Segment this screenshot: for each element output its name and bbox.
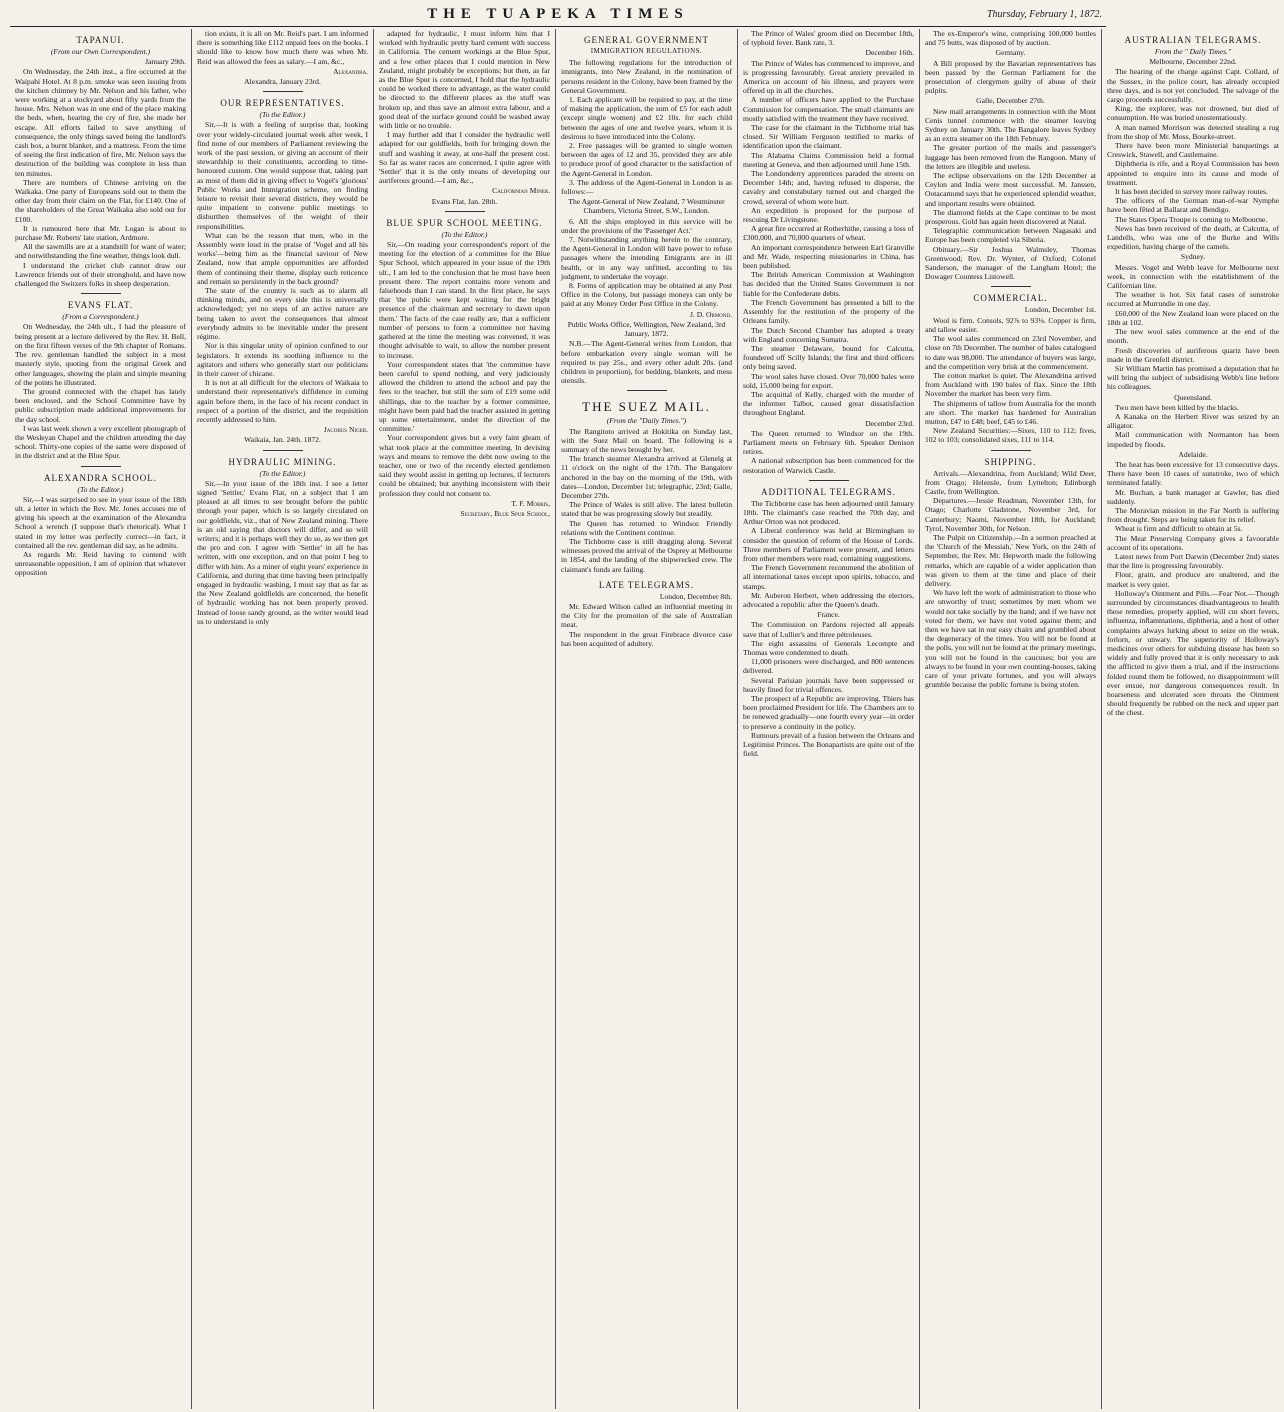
dateline: December 16th. — [865, 48, 914, 58]
paragraph: Latest news from Port Darwin (December 2nd) states that the line is progressing favourably. — [1107, 551, 1279, 571]
divider — [991, 286, 1031, 287]
paragraph: The Queen returned to Windsor on the 19th. Parliament meets on February 6th. Speaker Denison retires. — [743, 428, 914, 457]
column-7 — [1102, 29, 1284, 1409]
paragraph: An expedition is proposed for the purpose of rescuing Dr Livingstone. — [743, 205, 914, 225]
paragraph: The ground connected with the chapel has lately been enclosed, and the School Committee have by public subscription made additional improvements for the day school. — [15, 386, 186, 424]
byline: (To the Editor.) — [259, 110, 306, 120]
paragraph: We have left the work of administration to those who are unworthy of trust; sometimes by men whom we would not take socially by the hand; and if we have not voted for them, we have not voted against them; and then we have sat in our easy chairs and grumbled about the degeneracy of the times. You will not be found at the polls, you will not be found at the primary meetings, you will not be found in the caucuses; but you are always to be found in your own counting-houses, taking care of your private fortunes, and you will always grumble because the public fortune is being stolen. — [925, 588, 1096, 690]
heading-shipping: SHIPPING. — [984, 456, 1037, 467]
paragraph: The state of the country is such as to alarm all thinking minds, and on every side this is universally acknowledged; yet no steps of an active nature are being taken to avert the consequences that almost everybody admits to be inevitable under the present régime. — [197, 286, 368, 342]
divider — [263, 450, 303, 451]
signature: Californian Miner. — [492, 186, 550, 196]
paragraph: The Prince of Wales has commenced to improve, and is progressing favourably. Great anxiety prevailed in America on account of his illness, and prayers were offered up in all the churches. — [743, 58, 914, 96]
paragraph: What can be the reason that men, who in the Assembly were loud in the praise of 'Vogel and all his works'—being him as the financial saviour of New Zealand, now that ample opportunities are afforded them of continuing their theme, display such reticence and remain so persistently in the back ground? — [197, 230, 368, 286]
paragraph: There are numbers of Chinese arriving on the Waikaka. One party of Europeans sold out to them the other day from their claim on the Flat, for £140. One of the shareholders of the Great Waikaka also sold out for £100. — [15, 177, 186, 224]
paragraph: A Bill proposed by the Bavarian representatives has been passed by the German Parliament for the prosecution of clergymen guilty of abuse of their pulpits. — [925, 58, 1096, 96]
paragraph: The Queen has returned to Windsor. Friendly relations with the Continent continue. — [561, 518, 732, 537]
byline: (To the Editor.) — [77, 484, 124, 494]
heading-tapanui: TAPANUI. — [76, 35, 125, 45]
paragraph: Sir,—In your issue of the 18th inst. I see a letter signed 'Settler,' Evans Flat, on a subject that I am pleased at all times to see brought before the public through your paper, which is so largely circulated on our goldfields, viz., that of New Zealand mining. There is an old saying that doctors will differ, and so will writers; and it is perhaps well they do so, as we then get the pro and con. I agree with 'Settler' in all he has written, with one exception, and on that point I beg to differ with him. As a miner of eight years' experience in California, and during that time having been principally engaged in hydraulic washing, I must say that as far as the New Zealand goldfields are concerned, the benefit of hydraulic working has not been properly proved. Instead of loose sandy ground, as the writer would lead us to understand is only — [197, 478, 368, 626]
paragraph: The diamond fields at the Cape continue to be most prosperous. Gold has again been discovered at Natal. — [925, 207, 1096, 227]
paragraph: I understand the cricket club cannot draw our Lawrence friends out of their stronghold, and have now challenged the Switzers folks in sheep desperation. — [15, 260, 186, 289]
paragraph: The Prince of Wales' groom died on December 18th, of typhoid fever. Bank rate, 3. — [743, 29, 914, 48]
paragraph: Arrivals.—Alexandrina, from Auckland; Wild Deer, from Otago; Helensle, from Lyttelton; Edinburgh Castle, from Wellington. — [925, 468, 1096, 496]
signature: J. D. Ormond. — [689, 309, 732, 319]
paragraph: The heat has been excessive for 13 consecutive days. There have been 10 cases of sunstroke, two of which terminated fatally. — [1107, 459, 1279, 488]
masthead-title: THE TUAPEKA TIMES — [427, 6, 689, 22]
paragraph: The eclipse observations on the 12th December at Ceylon and India were most successful. M. Janssen, Ootacamund says that he experienced splendid weather, and important results were obtained. — [925, 171, 1096, 208]
paragraph: Flour, grain, and produce are unaltered, and the market is very quiet. — [1107, 570, 1279, 589]
subheading-queensland: Queensland. — [1174, 392, 1212, 402]
heading-hydraulic-mining: HYDRAULIC MINING. — [228, 456, 337, 467]
paragraph: The States Opera Troupe is coming to Melbourne. — [1115, 214, 1268, 224]
paragraph: The ex-Emperor's wine, comprising 100,000 bottles and 75 butts, was disposed of by auction. — [925, 29, 1096, 48]
paragraph: 8. Forms of application may be obtained at any Post Office in the Colony, but passage moneys can only be paid at any Money Order Post Office in the Colony. — [561, 281, 732, 309]
paragraph: The acquittal of Kelly, charged with the murder of the informer Talbot, caused great dissatisfaction throughout England. — [743, 389, 914, 418]
heading-evans-flat: EVANS FLAT. — [67, 300, 134, 311]
paragraph: Fresh discoveries of auriferous quartz have been made in the Grenfell district. — [1107, 345, 1279, 364]
byline: From the " Daily Times." — [1154, 47, 1232, 56]
paragraph: King, the explorer, was not drowned, but died of consumption. He was buried unostentatiously. — [1107, 104, 1279, 123]
subheading-sydney: Sydney. — [1180, 252, 1206, 262]
paragraph: The Rangitoto arrived at Hokitika on Sunday last, with the Suez Mail on board. The following is a summary of the news brought by her. — [561, 426, 732, 454]
paragraph: Your correspondent gives but a very faint gleam of what took place at the committee meeting. In devising ways and means to remove the debt now owing to the teacher, one or two of the recently elected gentlemen said they would assist in getting up lectures, if lecturers could be obtained; but anything inconsistent with their profession they could not consent to. — [379, 433, 550, 498]
paragraph: Rumours prevail of a fusion between the Orleans and Legitimist Princes. The Bonapartists are quite out of the field. — [743, 730, 914, 759]
paragraph: The Moravian mission in the Far North is suffering from drought. Steps are being taken for its relief. — [1107, 505, 1279, 525]
paragraph: A Liberal conference was held at Birmingham to consider the question of reform of the House of Lords. Three members of Parliament were present, and letters from other members were read, containing suggestions. — [743, 526, 914, 563]
paragraph: All the sawmills are at a standstill for want of water; and notwithstanding the fine weather, things look dull. — [15, 242, 186, 261]
paragraph: The greater portion of the mails and passenger's luggage has been removed from the Rangoon. Many of the letters are illegible and useless. — [925, 143, 1096, 171]
paragraph: The Pulpit on Citizenship.—In a sermon preached at the 'Church of the Messiah,' New York, on the 24th of September, the Rev. Mr. Hepworth made the following remarks, which are capable of a wider application than was given to them at the time and place of their delivery. — [925, 532, 1096, 588]
paragraph: The weather is hot. Six fatal cases of sunstroke occurred at Murrundie in one day. — [1107, 290, 1279, 309]
paragraph: Departures.—Jessie Readman, November 13th, for Otago; Charlotte Gladstone, November 3rd, for Canterbury; Naomi, November 18th, for Auckland; Tyrol, November 30th, for Nelson. — [925, 496, 1096, 533]
paragraph: Telegraphic communication between Nagasaki and Europe has been completed via Siberia. — [925, 226, 1096, 245]
byline: (To the Editor.) — [259, 468, 306, 478]
subheading-galle: Galle, December 27th. — [976, 96, 1045, 106]
heading-alexandra-school: ALEXANDRA SCHOOL. — [43, 472, 157, 483]
paragraph: £60,000 of the New Zealand loan were placed on the 18th at 102. — [1107, 308, 1279, 327]
columns — [10, 29, 1279, 1409]
subheading-melbourne: Melbourne, December 22nd. — [1149, 57, 1237, 67]
paragraph: tion exists, it is all on Mr. Reid's part. I am informed there is something like £112 unpaid fees on the books. I should like to know how much there was when Mr. Reid was allowed the fees as salary.—I am, &c., — [197, 29, 368, 66]
paragraph: Sir,—It is with a feeling of surprise that, looking over your widely-circulated journal week after week, I find none of our members of Parliament reviewing the work of the past session, or giving an account of their stewardship to their constituents, according to time-honoured custom. One would suppose that, taking part as most of them did in giving effect to Vogel's 'glorious' Public Works and Immigration scheme, on finding leisure to revisit their several districts, they would be quite impatient to convene public meetings to disburthen themselves of the weight of their responsibilities. — [197, 120, 368, 231]
heading-blue-spur-school: BLUE SPUR SCHOOL MEETING. — [386, 217, 543, 228]
subheading-france: France. — [817, 610, 840, 620]
paragraph: The case for the claimant in the Tichborne trial has closed. Sir William Ferguson testified to marks of identification upon the claimant. — [743, 123, 914, 151]
paragraph: The branch steamer Alexandra arrived at Glenelg at 11 o'clock on the night of the 17th. The Bangalore anchored in the bay on the morning of the 19th, with dates—London, December 1st; telegraphic, 23rd; Galle, December 27th. — [561, 454, 732, 500]
placeline: Alexandra, January 23rd. — [244, 77, 321, 87]
paragraph: Mail communication with Normanton has been impeded by floods. — [1107, 430, 1279, 449]
paragraph: On Wednesday, the 24th ult., I had the pleasure of being present at a lecture delivered by the Rev. H. Bell, on the first fifteen verses of the 9th chapter of Romans. The rev. gentleman handled the subject in a most masterly style, quoting from the original Greek and other languages, showing the plain and simple meaning of the points he illustrated. — [15, 322, 186, 387]
paragraph: The following regulations for the introduction of immigrants, into New Zealand, in the nomination of persons resident in the Colony, have been framed by the General Government. — [561, 58, 732, 95]
paragraph: N.B.—The Agent-General writes from London, that before embarkation every single woman will be required to pay 25s., and every other adult 20s. (and children in proportion), for bedding, blankets, and mess utensils. — [561, 339, 732, 386]
paragraph: 7. Notwithstanding anything herein to the contrary, the Agent-General in London will have power to refuse passages where the intending Emigrants are in ill health, or in any way unfitted, according to his judgment, to undertake the voyage. — [561, 235, 732, 281]
paragraph: Diphtheria is rife, and a Royal Commission has been appointed to enquire into its cause and mode of treatment. — [1107, 159, 1279, 187]
placeline: Public Works Office, Wellington, New Zealand, 3rd January, 1872. — [567, 319, 726, 339]
paragraph: The new wool sales commence at the end of the month. — [1107, 327, 1279, 346]
subheading-adelaide: Adelaide. — [1178, 449, 1208, 459]
signature: Jacobus Niger. — [323, 425, 368, 435]
paragraph: A great fire occurred at Rotherhithe, causing a loss of £300,000, and 70,000 quarters of wheat. — [743, 224, 914, 243]
divider — [81, 466, 121, 467]
paragraph: A number of officers have applied to the Purchase Commission for compensation. The small claimants are mostly satisfied with the treatment they have received. — [743, 95, 914, 123]
paragraph: A national subscription has been commenced for the restoration of Warwick Castle. — [743, 456, 914, 475]
paragraph: New mail arrangements in connection with the Mont Cenis tunnel commence with the steamer leaving Sydney on January 30th. The Bangalore leaves Sydney as an extra steamer on the 18th February. — [925, 106, 1096, 144]
paragraph: It is rumoured here that Mr. Logan is about to purchase Mr. Roberts' late station, Ardmore. — [15, 223, 186, 243]
paragraph: Mr. Edward Wilson called an influential meeting in the City for the promotion of the sale of Australian meat. — [561, 601, 732, 630]
divider — [263, 91, 303, 92]
byline: (From a Correspondent.) — [62, 312, 139, 322]
heading-commercial: COMMERCIAL. — [973, 293, 1048, 304]
column-5 — [738, 29, 920, 1409]
divider — [445, 211, 485, 212]
paragraph: Sir William Martin has promised a deputation that he will bring the subject of subsidising Webb's line before his colleagues. — [1107, 363, 1279, 392]
paragraph: A man named Morrison was detected stealing a rug from the shop of Mr. Moss, Bourke-street. — [1107, 122, 1279, 141]
heading-our-representatives: OUR REPRESENTATIVES. — [220, 98, 345, 109]
paragraph: The French Government recommend the abolition of all international taxes except upon spirits, tobacco, and stamps. — [743, 563, 914, 591]
paragraph: Obituary.—Sir Joshua Walmsley, Thomas Greenwood; Rev. Dr. Wynter, of Oxford; Colonel Sanderson, the manager of the Langham Hotel; the Dowager Countess Listowell. — [925, 244, 1096, 282]
paragraph: The Dutch Second Chamber has adopted a treaty with England concerning Sumatra. — [743, 325, 914, 344]
paragraph: The Tichborne case has been adjourned until January 18th. The claimant's case reached the 70th day, and Arthur Orton was not produced. — [743, 498, 914, 527]
dateline: London, December 1st. — [1024, 305, 1096, 315]
paragraph: 11,000 prisoners were discharged, and 800 sentences delivered. — [743, 657, 914, 676]
signature-title: Secretary, Blue Spur School, — [460, 508, 550, 518]
paragraph: It has been decided to survey more railway routes. — [1115, 187, 1268, 197]
column-3 — [374, 29, 556, 1409]
paragraph: On Wednesday, the 24th inst., a fire occurred at the Waipahi Hotel. At 8 p.m. smoke was seen issuing from the kitchen chimney by Mr. Nelson and his father, who were working at a stockyard about fifty yards from the house. Mrs. Nelson was in one end of the place making the beds, when, hearing the cry of fire, she made her escape. All efforts failed to save anything of consequence, the only things saved being the landlord's cash box, a burnt blanket, and a mattress. From the time of seeing the first indication of fire, Mr. Nelson says the destruction of the building was complete in less than ten minutes. — [15, 67, 186, 178]
paragraph: Two men have been killed by the blacks. — [1115, 402, 1239, 412]
byline: (From our Own Correspondent.) — [50, 47, 151, 56]
byline: (To the Editor.) — [441, 229, 488, 239]
subheading-germany: Germany. — [995, 48, 1026, 58]
paragraph: Your correspondent states that 'the committee have been careful to spend nothing, and very judiciously allowed the children to attend the school and pay the fees to the teacher, but still the sum of £19 some odd shillings, due to the teacher by a former committee, might have been paid had the teacher assisted in getting up some entertainment, under the direction of the committee.' — [379, 359, 550, 434]
paragraph: The British American Commission at Washington has decided that the United States Government is not liable for the Confederate debts. — [743, 270, 914, 298]
paragraph: Mr. Auberon Herbert, when addressing the electors, advocated a republic after the Queen's death. — [743, 590, 914, 609]
heading-general-government: GENERAL GOVERNMENT — [584, 35, 709, 45]
dateline: London, December 8th. — [659, 591, 732, 601]
signature: T. F. Morris, — [511, 498, 550, 508]
paragraph: Sir,—On reading your correspondent's report of the meeting for the election of a committee for the Blue Spur School, which appeared in your issue of the 19th ult., I am led to the conclusion that he must have been present there. The report contains more venom and falsehoods than I can stand. In the first place, he says that 'the public were kept waiting for the bright presence of the chairman and secretary to dawn upon them.' The facts of the case really are, that a sufficient number of persons to form a committee not having gathered at the time the meeting was convened, it was thought advisable to wait, to allow the number present to increase. — [379, 240, 550, 360]
paragraph: A Kanaka on the Herbert River was seized by an alligator. — [1107, 411, 1279, 431]
paragraph: Several Parisian journals have been suppressed or heavily fined for trivial offences. — [743, 675, 914, 694]
paragraph: The officers of the German man-of-war Nymphe have been fêted at Ballarat and Bendigo. — [1107, 196, 1279, 215]
column-2 — [192, 29, 374, 1409]
paragraph: News has been received of the death, at Calcutta, of Landells, who was one of the Burke and Wills expedition, having charge of the camels. — [1107, 223, 1279, 252]
heading-additional-telegrams: ADDITIONAL TELEGRAMS. — [761, 486, 896, 497]
divider — [81, 293, 121, 294]
divider — [809, 480, 849, 481]
paragraph: The Commission on Pardons rejected all appeals save that of Lullier's and three pétroleuses. — [743, 620, 914, 639]
address: The Agent-General of New Zealand, 7 Westminster Chambers, Victoria Street, S.W., London. — [568, 197, 725, 216]
paragraph: The eight assassins of Generals Lecompte and Thomas were condemned to death. — [743, 638, 914, 657]
paragraph: An important correspondence between Earl Granville and Mr. Wade, respecting missionaries in China, has been published. — [743, 242, 914, 271]
paragraph: 2. Free passages will be granted to single women between the ages of 12 and 35, provided they are able to produce proof of good character to the satisfaction of the Agent-General in London. — [561, 141, 732, 178]
paragraph: New Zealand Securities:—Sixes, 110 to 112; fives, 102 to 103; consolidated sixes, 111 to 114. — [925, 426, 1096, 445]
heading-australian-telegrams: AUSTRALIAN TELEGRAMS. — [1124, 35, 1262, 45]
subheading-immigration: IMMIGRATION REGULATIONS. — [590, 47, 703, 55]
paragraph: 3. The address of the Agent-General in London is as follows:— — [561, 177, 732, 197]
paragraph: The Alabama Claims Commission held a formal meeting at Geneva, and then adjourned until June 15th. — [743, 150, 914, 169]
paragraph: The wool sales have closed. Over 70,000 bales were sold, 15,000 being for export. — [743, 371, 914, 390]
heading-late-telegrams: LATE TELEGRAMS. — [598, 579, 695, 590]
paragraph: It is not at all difficult for the electors of Waikaia to understand their representative's diffidence in coming again before them, in the face of his recent conduct in respect of a portion of the district, and the requisition recently addressed to him. — [197, 378, 368, 424]
paragraph: Sir,—I was surprised to see in your issue of the 18th ult. a letter in which the Rev. Mr. Jones accuses me of giving his speech at the examination of the Alexandra School a wrench (I suppose that's rhetorical). What I stated in my letter was perfectly correct—in fact, it contained all the rev. gentleman did say, as he admits. — [15, 494, 186, 550]
paragraph: I was last week shown a very excellent photograph of the Wesleyan Chapel and the children attending the day school. Thirty-one copies of the same were disposed of in the district and at the Blue Spur. — [15, 423, 187, 461]
paragraph: Wheat is firm and difficult to obtain at 5s. — [1115, 524, 1243, 534]
paragraph: The respondent in the great Firebrace divorce case has been acquitted of adultery. — [561, 629, 732, 648]
paragraph: There have been more Ministerial banquetings at Creswick, Stawell, and Castlemaine. — [1107, 141, 1279, 160]
paragraph: The cotton market is quiet. The Alexandrina arrived from Auckland with 190 bales of flax. Since the 18th November the market has been very firm. — [925, 370, 1096, 399]
masthead-date: Thursday, February 1, 1872. — [987, 9, 1102, 20]
masthead — [10, 4, 1106, 27]
paragraph: The steamer Delaware, bound for Calcutta, foundered off Scilly Islands; the first and third officers only being saved. — [743, 343, 914, 372]
paragraph: The Tichborne case is still dragging along. Several witnesses proved the arrival of the Osprey at Melbourne in 1854, and the landing of the shipwrecked crew. The claimant's funds are failing. — [561, 536, 732, 574]
advertisement: Holloway's Ointment and Pills.—Fear Not.—Though surrounded by circumstances disadvantageous to health these remedies, properly applied, will cut short fevers, influenza, inflammations, diphtheria, and a host of other complaints always lurking about to seize on the weak, forlorn, or unwary. The superiority of Holloway's medicines over others for subduing disease has been so widely and fully proved that it is only necessary to ask the afflicted to give them a trial, and if the instructions folded round them be followed, no disappointment will ever ensue, nor dangerous consequences result. In hoarseness and ulcerated sore throats the Ointment should frequently be rubbed on the neck and upper part of the chest. — [1107, 588, 1279, 718]
paragraph: As regards Mr. Reid having to contend with unreasonable opposition, I am of opinion that whatever opposition — [15, 549, 186, 578]
paragraph: The wool sales commenced on 23rd November, and close on 7th December. The number of bales catalogued to date was 98,000. The attendance of buyers was large, and the competition very brisk at the commencement. — [925, 334, 1096, 371]
paragraph: Mr. Buchan, a bank manager at Gawler, has died suddenly. — [1107, 487, 1279, 506]
paragraph: The French Government has presented a bill to the Assembly for the restitution of the property of the Orleans family. — [743, 297, 914, 326]
paragraph: Nor is this singular unity of opinion confined to our legislators. It extends its soothing influence to the agitators and others who generally start our politicians in their career of chicane. — [197, 341, 368, 378]
paragraph: The Prince of Wales is still alive. The latest bulletin stated that he was progressing slowly but steadily. — [561, 500, 732, 519]
paragraph: 1. Each applicant will be required to pay, at the time of making the application, the sum of £5 for each adult (except single women) and £2 10s. for each child between the ages of one and twelve years, whom it is desirous to have introduced into the Colony. — [561, 95, 732, 141]
divider — [627, 390, 667, 391]
dateline: December 23rd. — [865, 418, 914, 428]
paragraph: adapted for hydraulic, I must inform him that I worked with hydraulic pretty hard cement with success in California. The cement workings at the Blue Spur, and a few other places that I could mention in New Zealand, might probably be exceptions; but then, as far as the Blue Spur is concerned, I hold that the hydraulic could be worked there to advantage, as the water could be directed to the different places as the stuff was broken up, and thus save an almost extra labour, and a good deal of the surface ground could be washed away with little or no trouble. — [379, 29, 550, 131]
column-4 — [556, 29, 738, 1409]
heading-suez-mail: THE SUEZ MAIL. — [582, 399, 711, 415]
dateline: January 29th. — [145, 57, 186, 67]
paragraph: The prospect of a Republic are improving. Thiers has been proclaimed President for life. The Chambers are to be renewed gradually—one fourth every year—in order to preserve a continuity in the policy. — [743, 694, 914, 731]
placeline: Waikaia, Jan. 24th. 1872. — [244, 435, 321, 445]
signature: Alexandra. — [333, 66, 368, 76]
byline: (From the "Daily Times.") — [606, 416, 687, 426]
paragraph: The Meat Preserving Company gives a favourable account of its operations. — [1107, 533, 1279, 552]
divider — [991, 450, 1031, 451]
paragraph: Wool is firm. Consols, 92⅞ to 93⅛. Copper is firm, and tallow easier. — [925, 315, 1096, 334]
paragraph: The hearing of the charge against Capt. Collard, of the Sussex, in the police court, has already occupied three days, and is not yet concluded. The salvage of the cargo proceeds successfully. — [1107, 67, 1279, 105]
paragraph: Messrs. Vogel and Webb leave for Melbourne next week, in connection with the establishment of the Californian line. — [1107, 262, 1279, 291]
column-6 — [920, 29, 1102, 1409]
paragraph: I may further add that I consider the hydraulic well adapted for our goldfields, both for bringing down the stuff and washing it away, at one-half the present cost. So far as water races are concerned, I quite agree with 'Settler' that it is the only means of developing our auriferous ground.—I am, &c., — [379, 130, 550, 186]
column-1 — [10, 29, 192, 1409]
paragraph: The shipments of tallow from Australia for the month are short. The market has hardened for Australian mutton, £47 to £48; beef, £45 to £46. — [925, 398, 1096, 426]
placeline: Evans Flat, Jan. 28th. — [431, 196, 498, 206]
paragraph: The Londonderry apprentices paraded the streets on December 14th; and, having refused to disperse, the cavalry and constabulary turned out and charged the crowd, several of whom were hurt. — [743, 169, 914, 206]
paragraph: 6. All the ships employed in this service will be under the provisions of the 'Passenger Act.' — [561, 216, 732, 235]
